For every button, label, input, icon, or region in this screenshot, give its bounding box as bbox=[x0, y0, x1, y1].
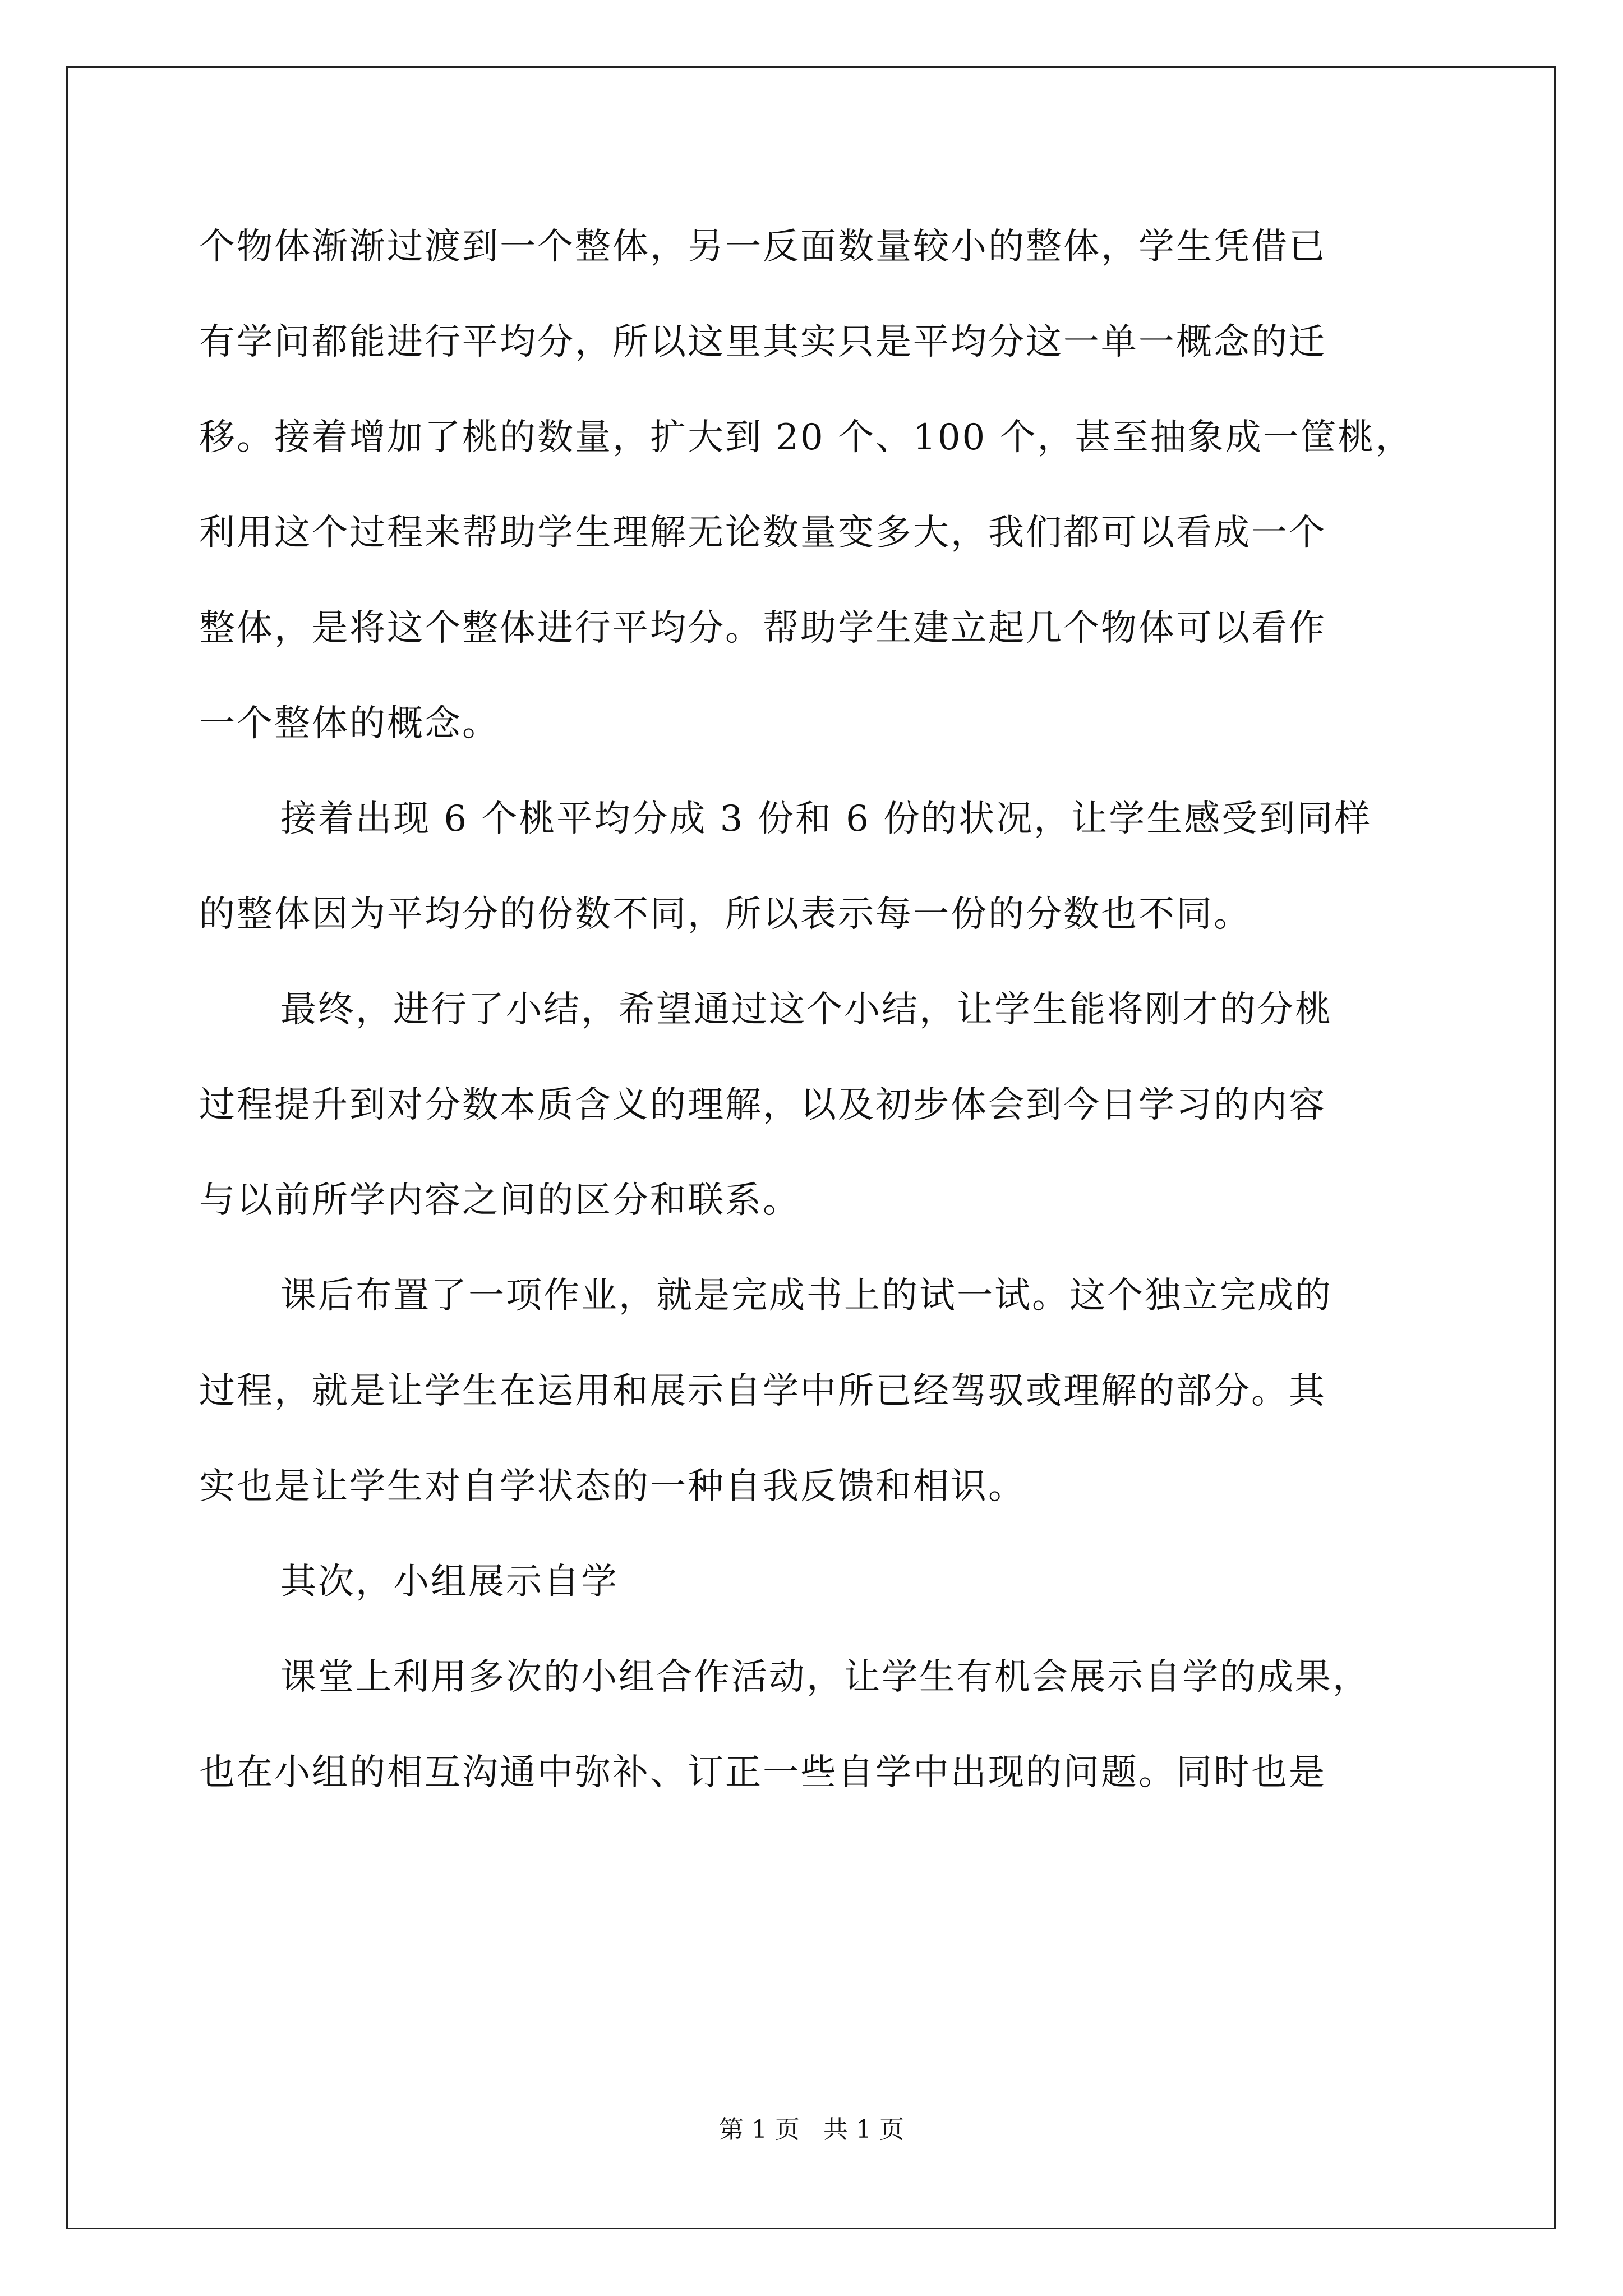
page-number-footer: 第 1 页 共 1 页 bbox=[719, 2115, 904, 2144]
text-line: 实也是让学生对自学状态的一种自我反馈和相识。 bbox=[199, 1466, 1026, 1507]
text-line: 也在小组的相互沟通中弥补、订正一些自学中出现的问题。同时也是 bbox=[199, 1752, 1326, 1793]
text-line: 与以前所学内容之间的区分和联系。 bbox=[199, 1180, 800, 1221]
text-line-indented: 接着出现 6 个桃平均分成 3 份和 6 份的状况，让学生感受到同样 bbox=[280, 798, 1372, 840]
text-line: 一个整体的概念。 bbox=[199, 703, 500, 744]
text-line: 过程提升到对分数本质含义的理解，以及初步体会到今日学习的内容 bbox=[199, 1084, 1326, 1126]
text-line: 个物体渐渐过渡到一个整体，另一反面数量较小的整体，学生凭借已 bbox=[199, 226, 1326, 268]
text-line-indented: 课后布置了一项作业，就是完成书上的试一试。这个独立完成的 bbox=[280, 1275, 1332, 1317]
text-line: 利用这个过程来帮助学生理解无论数量变多大，我们都可以看成一个 bbox=[199, 512, 1326, 554]
text-line: 移。接着增加了桃的数量，扩大到 20 个、100 个，甚至抽象成一筐桃， bbox=[199, 417, 1413, 458]
text-line: 的整体因为平均分的份数不同，所以表示每一份的分数也不同。 bbox=[199, 894, 1251, 935]
text-line: 有学问都能进行平均分，所以这里其实只是平均分这一单一概念的迁 bbox=[199, 321, 1326, 363]
section-heading: 其次，小组展示自学 bbox=[280, 1561, 619, 1603]
text-line-indented: 最终，进行了小结，希望通过这个小结，让学生能将刚才的分桃 bbox=[280, 989, 1332, 1030]
page-border bbox=[66, 66, 1556, 2229]
text-line-indented: 课堂上利用多次的小组合作活动，让学生有机会展示自学的成果， bbox=[280, 1657, 1370, 1698]
text-line: 整体，是将这个整体进行平均分。帮助学生建立起几个物体可以看作 bbox=[199, 608, 1326, 649]
text-line: 过程，就是让学生在运用和展示自学中所已经驾驭或理解的部分。其 bbox=[199, 1370, 1326, 1412]
